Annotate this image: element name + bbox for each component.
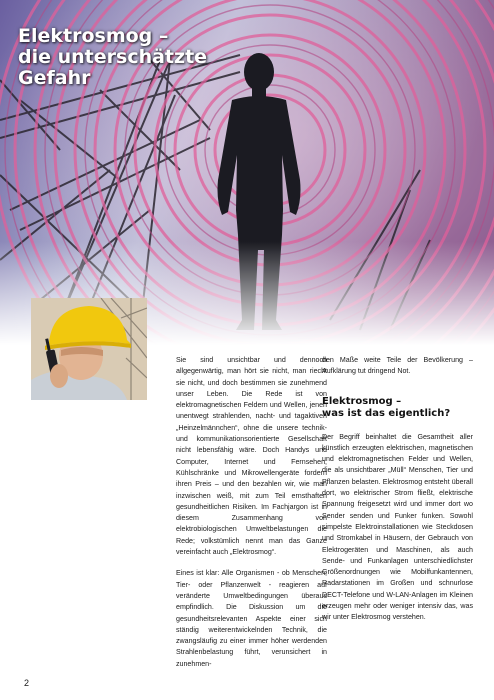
text-column-left <box>176 355 327 680</box>
body-paragraph: den Maße weite Teile der Bevölkerung – Aufklärung tut dringend Not. <box>322 356 473 376</box>
headline-line-2: die unterschätzte <box>18 46 208 68</box>
body-paragraph: Eines ist klar: Alle Organismen - ob Menschen, Tier- oder Pflanzenwelt - reagieren auf veränderte Umweltbedingungen überaus empfindlich. Die Diskussion um die gesundheitsrelevanten Aspekte einer sich ständig weiterentwickelnden Technik, die zwangsläufig zu einer immer höher werdenden Strahlenbelastung führt, verunsichert in zunehmen- <box>176 569 327 668</box>
headline-line-3: Gefahr <box>18 67 91 89</box>
section-heading-line-2: was ist das eigentlich? <box>322 407 451 419</box>
page-headline <box>18 26 207 89</box>
section-heading-line-1: Elektrosmog – <box>322 395 402 407</box>
headline-line-1: Elektrosmog – <box>18 25 169 47</box>
body-paragraph: Sie sind unsichtbar und dennoch allgegenwärtig, man hört sie nicht, man riecht sie nicht, und doch bestimmen sie zunehmend unser Leben. Die Rede ist von elektromagnetischen Feldern und Wellen, jenen unentwegt strahlenden, nacht- und tagaktiven „Heinzelmännchen“, ohne die unsere technik- und kommunikationsorientierte Gesellschaft nicht lebensfähig wäre. Doch Handys und Computer, Internet und Fernsehen, Kühlschränke und Mikrowellengeräte fordern ihren Preis – und den bezahlen wir, wie man inzwischen weiß, mit zum Teil ernsthaften gesundheitlichen Risiken. Im Fachjargon ist in diesem Zusammenhang von elektrobiologischen Umweltbelastungen die Rede; volkstümlich nennt man das Ganze vereinfacht auch „Elektrosmog“. <box>176 356 327 557</box>
section-heading <box>322 396 473 420</box>
text-column-right <box>322 355 473 634</box>
body-paragraph: Der Begriff beinhaltet die Gesamtheit aller künstlich erzeugten elektrischen, magnetischen und elektromagnetischen Felder und Wellen, die als unsichtbarer „Müll“ Menschen, Tier und Pflanzen belasten. Elektrosmog entsteht überall dort, wo elektrischer Strom fließt, elektrische Spannung freigesetzt wird und immer dort wo Sender senden und Funker funken. Sowohl simpelste Elektroinstallationen wie Steckdosen und Stromkabel in Häusern, der Gebrauch von Elektrogeräten und Maschinen, als auch Sende- und Funkanlagen unterschiedlichster Größenordnungen wie Mobilfunkantennen, Radarstationen im Großen und schnurlose DECT-Telefone und W-LAN-Anlagen im Kleinen erzeugen mehr oder weniger intensiv das, was wir unter Elektrosmog verstehen. <box>322 432 473 622</box>
page-number: 2 <box>24 678 30 688</box>
worker-phone-photo <box>31 298 147 400</box>
